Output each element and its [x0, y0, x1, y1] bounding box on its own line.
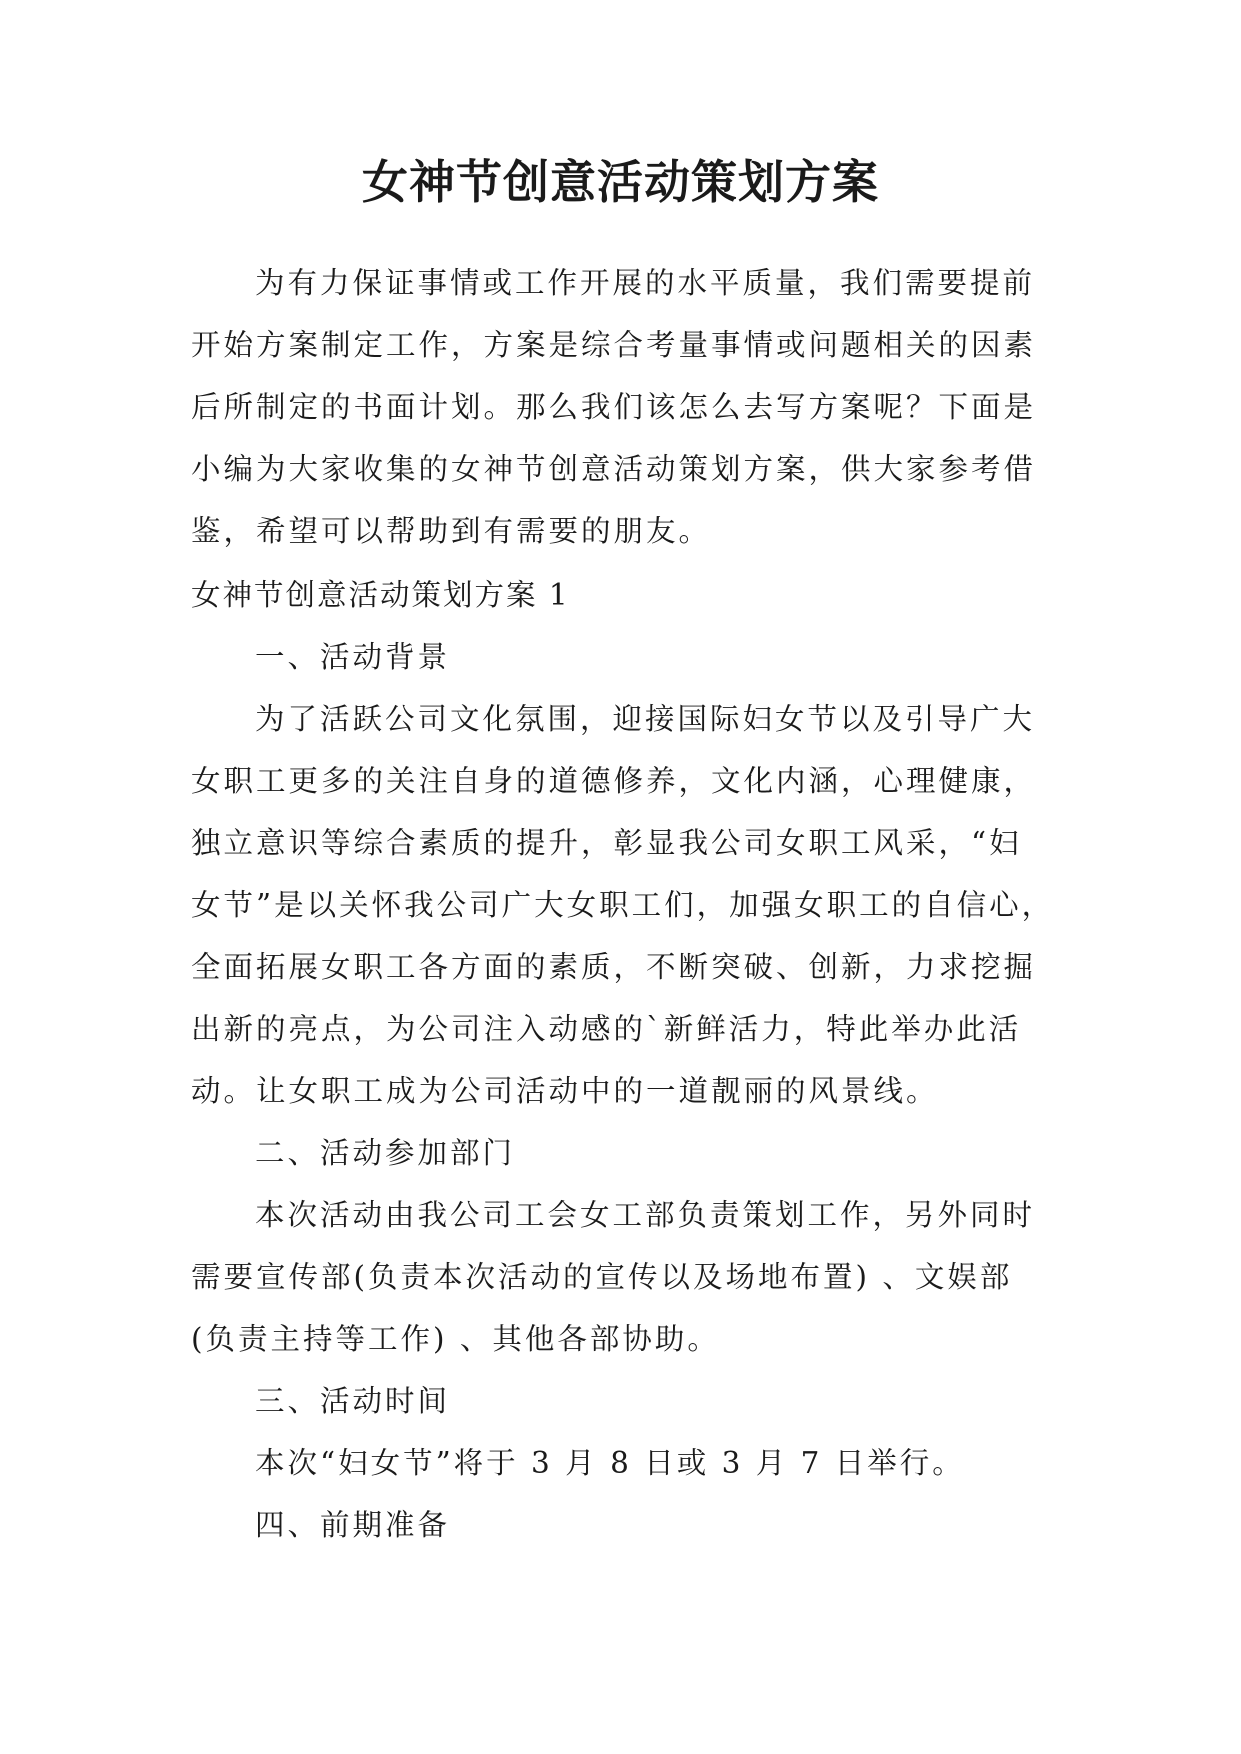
background-line: 独立意识等综合素质的提升，彰显我公司女职工风采，“妇 [191, 826, 1022, 860]
time-line: 本次“妇女节”将于 3 月 8 日或 3 月 7 日举行。 [255, 1446, 965, 1480]
intro-line: 小编为大家收集的女神节创意活动策划方案，供大家参考借 [191, 452, 1037, 486]
heading-time: 三、活动时间 [255, 1384, 451, 1418]
intro-line: 为有力保证事情或工作开展的水平质量，我们需要提前 [255, 266, 1036, 300]
background-line: 为了活跃公司文化氛围，迎接国际妇女节以及引导广大 [255, 702, 1036, 736]
section-body [191, 564, 1055, 1556]
heading-preparation: 四、前期准备 [255, 1508, 451, 1542]
heading-departments: 二、活动参加部门 [255, 1136, 516, 1170]
intro-line: 开始方案制定工作，方案是综合考量事情或问题相关的因素 [191, 328, 1037, 362]
heading-background: 一、活动背景 [255, 640, 451, 674]
intro-paragraph [191, 252, 1051, 562]
intro-line: 后所制定的书面计划。那么我们该怎么去写方案呢？下面是 [191, 390, 1037, 424]
section-title: 女神节创意活动策划方案 1 [191, 578, 570, 612]
departments-line: (负责主持等工作) 、其他各部协助。 [191, 1322, 720, 1356]
document-title: 女神节创意活动策划方案 [362, 155, 879, 209]
background-line: 出新的亮点，为公司注入动感的`新鲜活力，特此举办此活 [191, 1012, 1022, 1046]
background-line: 女职工更多的关注自身的道德修养，文化内涵，心理健康， [191, 764, 1037, 798]
background-line: 全面拓展女职工各方面的素质，不断突破、创新，力求挖掘 [191, 950, 1037, 984]
background-line: 动。让女职工成为公司活动中的一道靓丽的风景线。 [191, 1074, 939, 1108]
departments-line: 本次活动由我公司工会女工部负责策划工作，另外同时 [255, 1198, 1036, 1232]
intro-line: 鉴，希望可以帮助到有需要的朋友。 [191, 514, 712, 548]
background-line: 女节”是以关怀我公司广大女职工们，加强女职工的自信心， [191, 888, 1055, 922]
departments-line: 需要宣传部(负责本次活动的宣传以及场地布置) 、文娱部 [191, 1260, 1013, 1294]
